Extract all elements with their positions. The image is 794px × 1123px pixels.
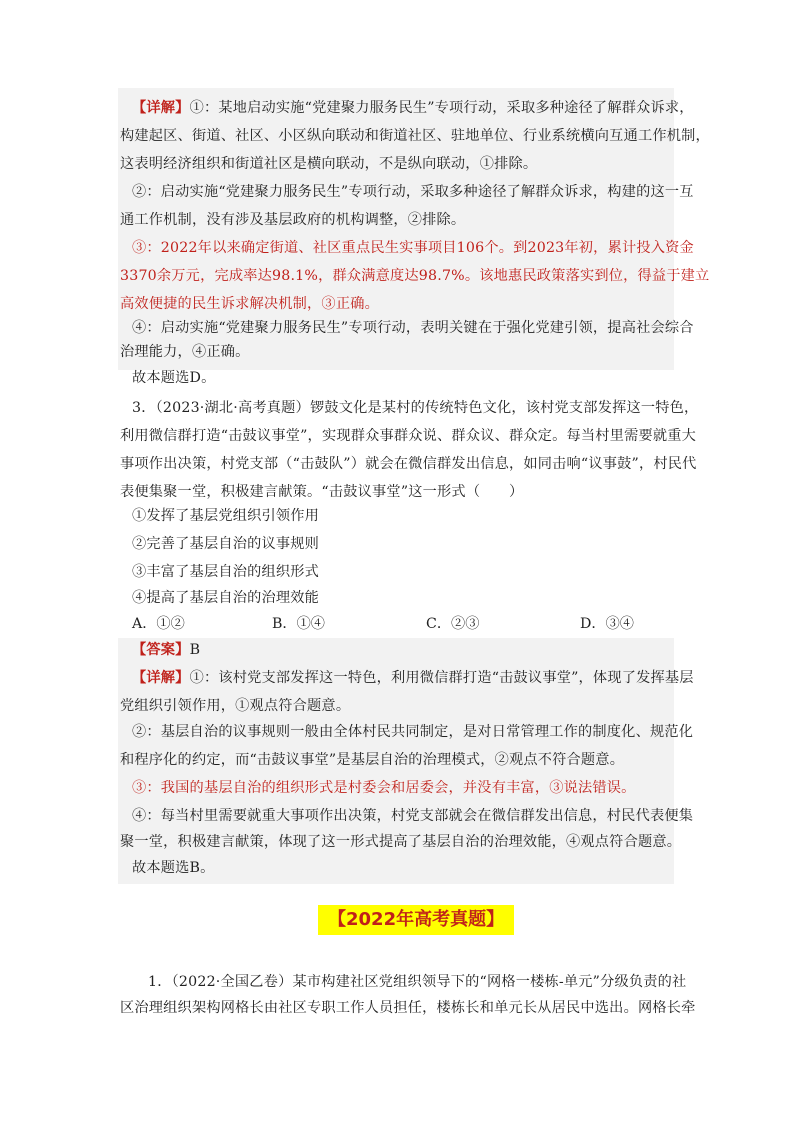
detail-line-6: ③：2022年以来确定街道、社区重点民生实事项目106个。到2023年初，累计投入资金 xyxy=(132,240,694,256)
option-d: D．③④ xyxy=(580,616,634,632)
answer-tag: 【答案】 xyxy=(132,642,190,658)
answer-conclusion-line: 故本题选B。 xyxy=(132,860,215,876)
detail-line-7: 3370余万元，完成率达98.1%，群众满意度达98.7%。该地惠民政策落实到位，得益于建立 xyxy=(120,268,710,284)
detail-line-10: 治理能力，④正确。 xyxy=(120,344,250,360)
detail-line-1: 【详解】①：某地启动实施“党建聚力服务民生”专项行动，采取多种途径了解群众诉求， xyxy=(132,100,694,116)
question3-line-1: 3．（2023·湖北·高考真题）锣鼓文化是某村的传统特色文化，该村党支部发挥这一特色， xyxy=(132,400,699,416)
option-b: B．①④ xyxy=(272,616,325,632)
answer-detail-line-2: 党组织引领作用，①观点符合题意。 xyxy=(120,698,351,714)
section-title: 【2022年高考真题】 xyxy=(318,905,514,935)
detail-line-4: ②：启动实施“党建聚力服务民生”专项行动，采取多种途径了解群众诉求，构建的这一互 xyxy=(132,184,694,200)
answer-detail-line-4: 和程序化的约定，而“击鼓议事堂”是基层自治的治理模式，②观点不符合题意。 xyxy=(120,752,625,768)
conclusion-line: 故本题选D。 xyxy=(132,370,216,386)
statement-1: ①发挥了基层党组织引领作用 xyxy=(132,508,320,524)
question3-line-2: 利用微信群打造“击鼓议事堂”，实现群众事群众说、群众议、群众定。每当村里需要就重大 xyxy=(120,428,697,444)
answer-line xyxy=(132,640,672,660)
answer-value: B xyxy=(189,642,201,658)
answer-detail-line-1: 【详解】①：该村党支部发挥这一特色，利用微信群打造“击鼓议事堂”，体现了发挥基层 xyxy=(132,670,694,686)
question3-line-3: 事项作出决策，村党支部（“击鼓队”）就会在微信群发出信息，如同击响“议事鼓”，村民代 xyxy=(120,456,697,472)
question1-line-2: 区治理组织架构网格长由社区专职工作人员担任，楼栋长和单元长从居民中选出。网格长牵 xyxy=(120,1000,696,1016)
option-a: A．①② xyxy=(132,616,185,632)
detail-tag: 【详解】 xyxy=(132,100,190,116)
statement-2: ②完善了基层自治的议事规则 xyxy=(132,536,320,552)
detail-line-5: 通工作机制，没有涉及基层政府的机构调整，②排除。 xyxy=(120,212,466,228)
answer-detail-line-5: ③：我国的基层自治的组织形式是村委会和居委会，并没有丰富，③说法错误。 xyxy=(132,780,636,796)
question1-line-1: 1．（2022·全国乙卷）某市构建社区党组织领导下的“网格一楼栋-单元”分级负责的社 xyxy=(148,974,687,990)
detail-line-9: ④：启动实施“党建聚力服务民生”专项行动，表明关键在于强化党建引领，提高社会综合 xyxy=(132,320,694,336)
answer-detail-line-7: 聚一堂，积极建言献策，体现了这一形式提高了基层自治的治理效能，④观点符合题意。 xyxy=(120,834,682,850)
statement-3: ③丰富了基层自治的组织形式 xyxy=(132,564,320,580)
question3-line-4: 表便集聚一堂，积极建言献策。“击鼓议事堂”这一形式（ ） xyxy=(120,484,524,500)
answer-detail-tag: 【详解】 xyxy=(132,670,190,686)
detail-line-8: 高效便捷的民生诉求解决机制，③正确。 xyxy=(120,296,379,312)
detail-line-2: 构建起区、街道、社区、小区纵向联动和街道社区、驻地单位、行业系统横向互通工作机制， xyxy=(120,128,710,144)
detail-line-3: 这表明经济组织和街道社区是横向联动，不是纵向联动，①排除。 xyxy=(120,156,538,172)
statement-4: ④提高了基层自治的治理效能 xyxy=(132,590,320,606)
answer-detail-line-6: ④：每当村里需要就重大事项作出决策，村党支部就会在微信群发出信息，村民代表便集 xyxy=(132,808,694,824)
answer-detail-line-3: ②：基层自治的议事规则一般由全体村民共同制定，是对日常管理工作的制度化、规范化 xyxy=(132,724,694,740)
option-c: C．②③ xyxy=(426,616,480,632)
